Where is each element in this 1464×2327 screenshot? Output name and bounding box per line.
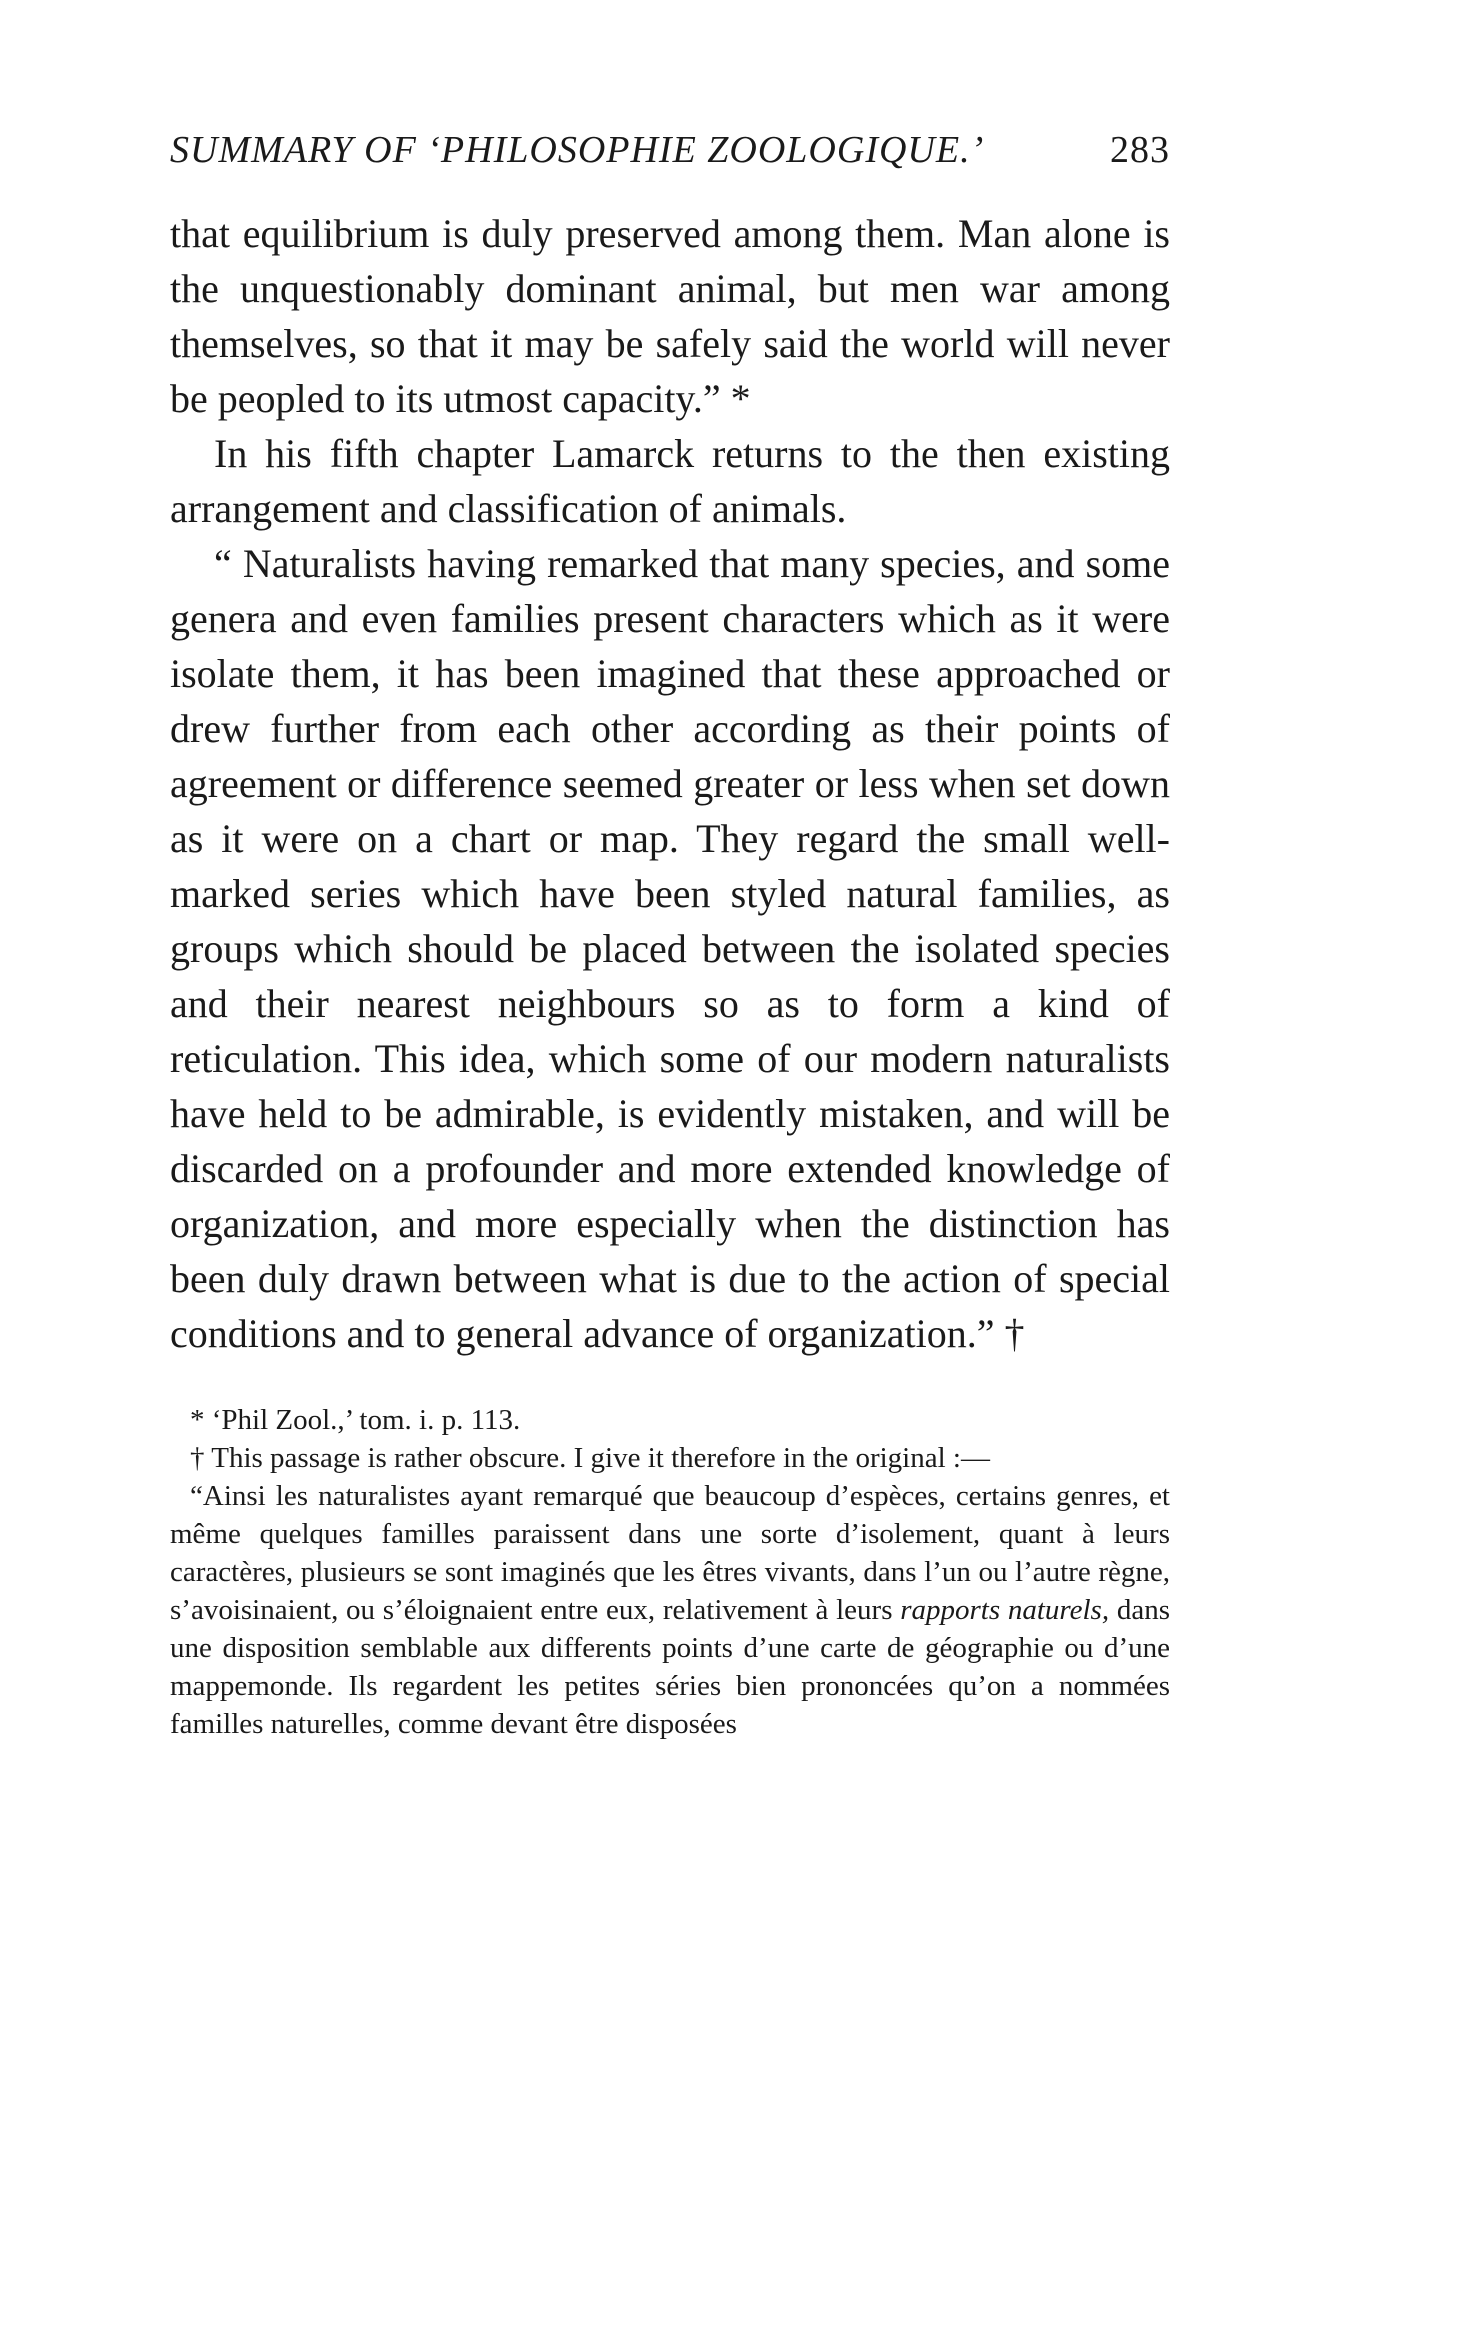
body-text [170,206,1170,1361]
footnote-1: * ‘Phil Zool.,’ tom. i. p. 113. [190,1404,521,1436]
book-page [170,120,1170,1743]
page-number: 283 [1110,129,1170,171]
footnote-2: † This passage is rather obscure. I give it therefore in the original :— [190,1442,990,1474]
running-head [170,120,1170,180]
paragraph-1: that equilibrium is duly preserved among them. Man alone is the unquestionably dominant animal, but men war among themselves, so that it may be safely said the world will never be peopled to its utmost capacity.” * [170,211,1170,421]
paragraph-2: In his fifth chapter Lamarck returns to the then existing arrangement and classification of animals. [170,431,1170,531]
footnote-french-quote [170,1477,1170,1743]
footnotes [170,1401,1170,1743]
paragraph-3: “ Naturalists having remarked that many species, and some genera and even families present characters which as it were isolate them, it has been imagined that these approached or drew further from each other according as their points of agreement or difference seemed greater or less when set down as it were on a chart or map. They regard the small well-marked series which have been styled natural families, as groups which should be placed between the isolated species and their nearest neighbours so as to form a kind of reticulation. This idea, which some of our modern naturalists have held to be admirable, is evidently mistaken, and will be discarded on a profounder and more extended knowledge of organization, and more especially when the distinction has been duly drawn between what is due to the action of special conditions and to general advance of organization.” † [170,541,1170,1356]
running-title: SUMMARY OF ‘PHILOSOPHIE ZOOLOGIQUE.’ [170,129,985,171]
quote-text-1: “Ainsi les naturalistes ayant remarqué que beaucoup d’espèces, certains genres, et même quelques familles paraissent dans une sorte d’isolement, quant à leurs caractères, plusieurs se sont imaginés que les êtres vivants, dans l’un ou l’autre règne, s’avoisinaient, ou s’éloignaient entre eux, relativement à leurs [170,1480,1170,1626]
quote-text-2: dans une disposition semblable aux differents points d’une carte de géographie ou d’une mappemonde. Ils regardent les petites séries bien prononcées qu’on a nommées familles naturelles, comme devant être disposées [170,1594,1170,1740]
quote-italic-text: rapports naturels, [900,1594,1110,1626]
